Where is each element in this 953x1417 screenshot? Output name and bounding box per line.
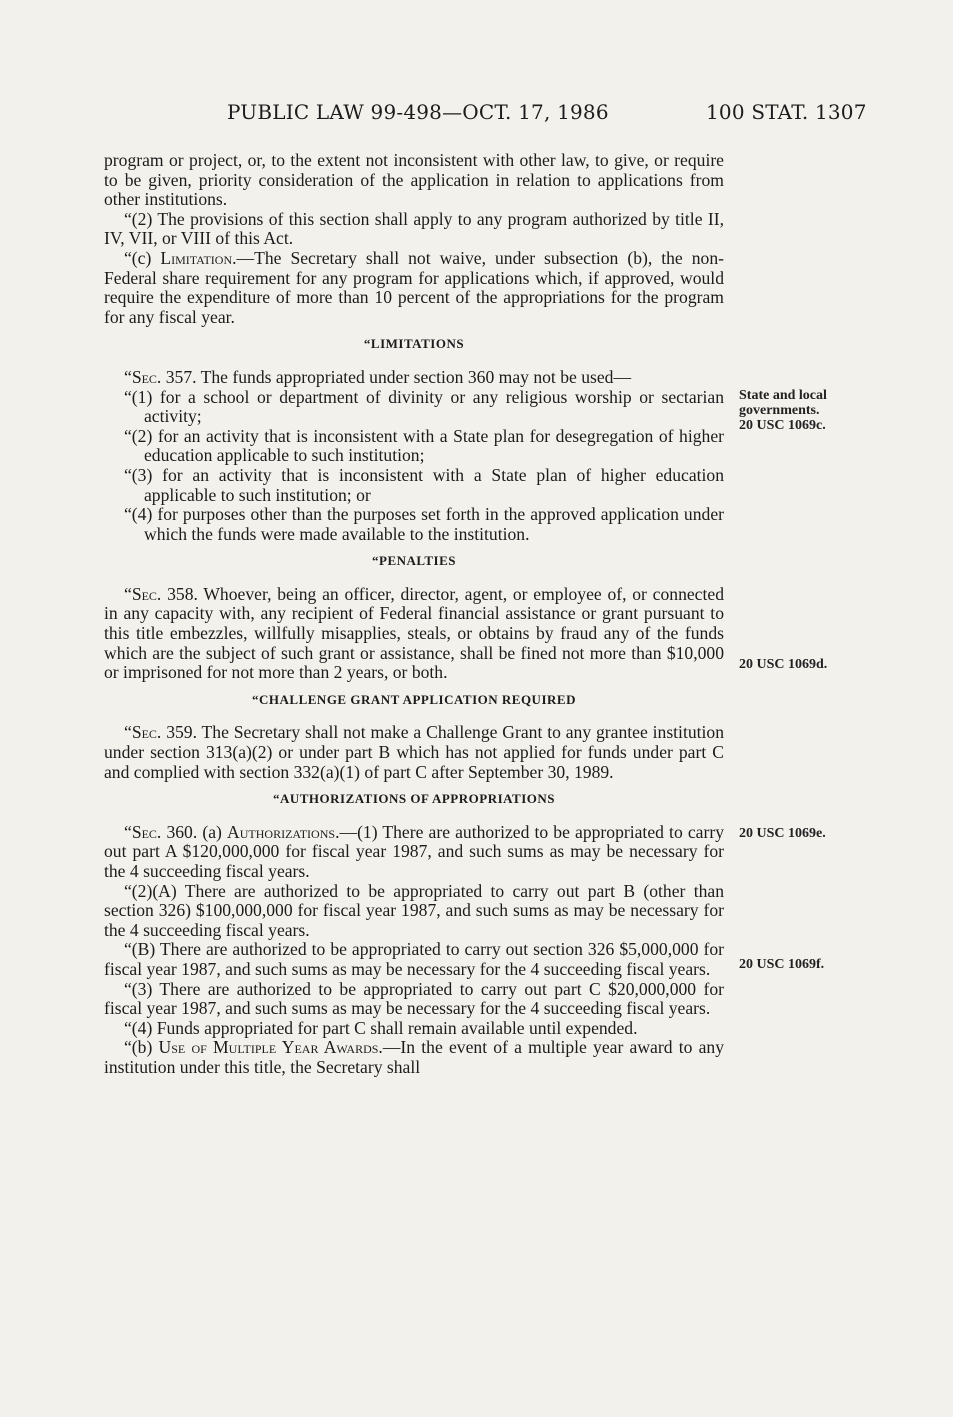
text-run: 357. The funds appropriated under section 360 may not be used— (161, 366, 632, 387)
text-run: “ (124, 722, 132, 743)
page-header (0, 100, 953, 132)
section-357-item-1: “(1) for a school or department of divinity or any religious worship or sectarian activity; (124, 386, 724, 427)
section-360-b (104, 1038, 724, 1077)
running-head: PUBLIC LAW 99-498—OCT. 17, 1986 (227, 100, 609, 124)
body-text (104, 151, 724, 1078)
text-run: —In the event of a multiple year award to any institution under this title, the Secretary shall (104, 1037, 724, 1077)
section-357-item-4: “(4) for purposes other than the purposes set forth in the approved application under which the funds were made available to the institution. (124, 504, 724, 544)
section-359 (104, 723, 724, 782)
margin-note-357 (739, 388, 859, 433)
section-360-2a: “(2)(A) There are authorized to be appropriated to carry out part B (other than section 326) $100,000,000 for fiscal year 1987, and such sums as may be necessary for the 4 succeeding fiscal years. (104, 880, 724, 940)
section-357-item-3: “(3) for an activity that is inconsistent with a State plan of higher education applicable to such institution; or (124, 464, 724, 505)
section-360 (104, 823, 724, 882)
statute-page-number: 100 STAT. 1307 (706, 100, 867, 124)
text-run: “(b) (124, 1037, 159, 1058)
section-360-3: “(3) There are authorized to be appropriated to carry out part C $20,000,000 for fiscal year 1987, and such sums as may be necessary for the 4 succeeding fiscal years. (104, 978, 724, 1019)
small-caps-run: Sec. (131, 366, 162, 387)
small-caps-run: Sec. (131, 722, 162, 743)
paragraph-continuation: program or project, or, to the extent not inconsistent with other law, to give, or require to be given, priority consideration of the application in relation to applications from other institutions. (104, 150, 724, 210)
text-run: 360. (a) (161, 821, 228, 842)
text-run: “ (124, 821, 132, 842)
paragraph-2: “(2) The provisions of this section shall apply to any program authorized by title II, IV, VII, or VIII of this Act. (104, 208, 724, 249)
section-360-4: “(4) Funds appropriated for part C shall remain available until expended. (124, 1017, 638, 1038)
heading-challenge-grant: “CHALLENGE GRANT APPLICATION REQUIRED (252, 691, 576, 707)
heading-limitations: “LIMITATIONS (363, 336, 465, 352)
section-357-item-2: “(2) for an activity that is inconsistent with a State plan for desegregation of higher education applicable to such institution; (124, 425, 724, 466)
margin-note-line: 20 USC 1069c. (739, 418, 826, 433)
text-run: “ (124, 583, 132, 604)
text-run: “ (124, 366, 132, 387)
small-caps-run: Sec. (131, 583, 162, 604)
margin-note-line: governments. (739, 403, 820, 418)
small-caps-run: Sec. (131, 821, 162, 842)
text-run: —The Secretary shall not waive, under subsection (b), the non-Federal share requirement for any program for applications which, if approved, would require the expenditure of more than 10 percent of the appropriations for the program for any fiscal year. (104, 247, 724, 327)
section-360-2b: “(B) There are authorized to be appropriated to carry out section 326 $5,000,000 for fiscal year 1987, and such sums as may be necessary for the 4 succeeding fiscal years. (104, 939, 724, 979)
section-358 (104, 585, 724, 683)
small-caps-run: Use of Multiple Year Awards. (158, 1037, 383, 1058)
text-run: 359. The Secretary shall not make a Challenge Grant to any grantee institution under section 313(a)(2) or under part B which has not applied for funds under part C and complied with section 332(a)(1) of part C after September 30, 1989. (104, 722, 724, 782)
margin-note-line: State and local (739, 388, 827, 403)
section-357 (104, 368, 724, 388)
text-run: —(1) There are authorized to be appropriated to carry out part A $120,000,000 for fiscal year 1987, and such sums as may be necessary for the 4 succeeding fiscal years. (104, 821, 724, 881)
heading-authorizations: “AUTHORIZATIONS OF APPROPRIATIONS (272, 791, 556, 807)
text-run: “(c) (124, 247, 161, 268)
margin-note-360: 20 USC 1069f. (739, 957, 825, 972)
paragraph-c-limitation (104, 249, 724, 327)
heading-penalties: “PENALTIES (372, 553, 456, 569)
margin-note-358: 20 USC 1069d. (739, 657, 828, 672)
small-caps-run: Authorizations. (227, 821, 340, 842)
margin-note-359: 20 USC 1069e. (739, 826, 826, 841)
small-caps-run: Limitation. (160, 247, 237, 268)
text-run: 358. Whoever, being an officer, director, agent, or employee of, or connected in any capacity with, any recipient of Federal financial assistance or grant pursuant to this title embezzles, willfully misapplies, steals, or obtains by fraud any of the funds which are the subject of such grant or assistance, shall be fined not more than $10,000 or imprisoned for not more than 2 years, or both. (104, 583, 724, 683)
